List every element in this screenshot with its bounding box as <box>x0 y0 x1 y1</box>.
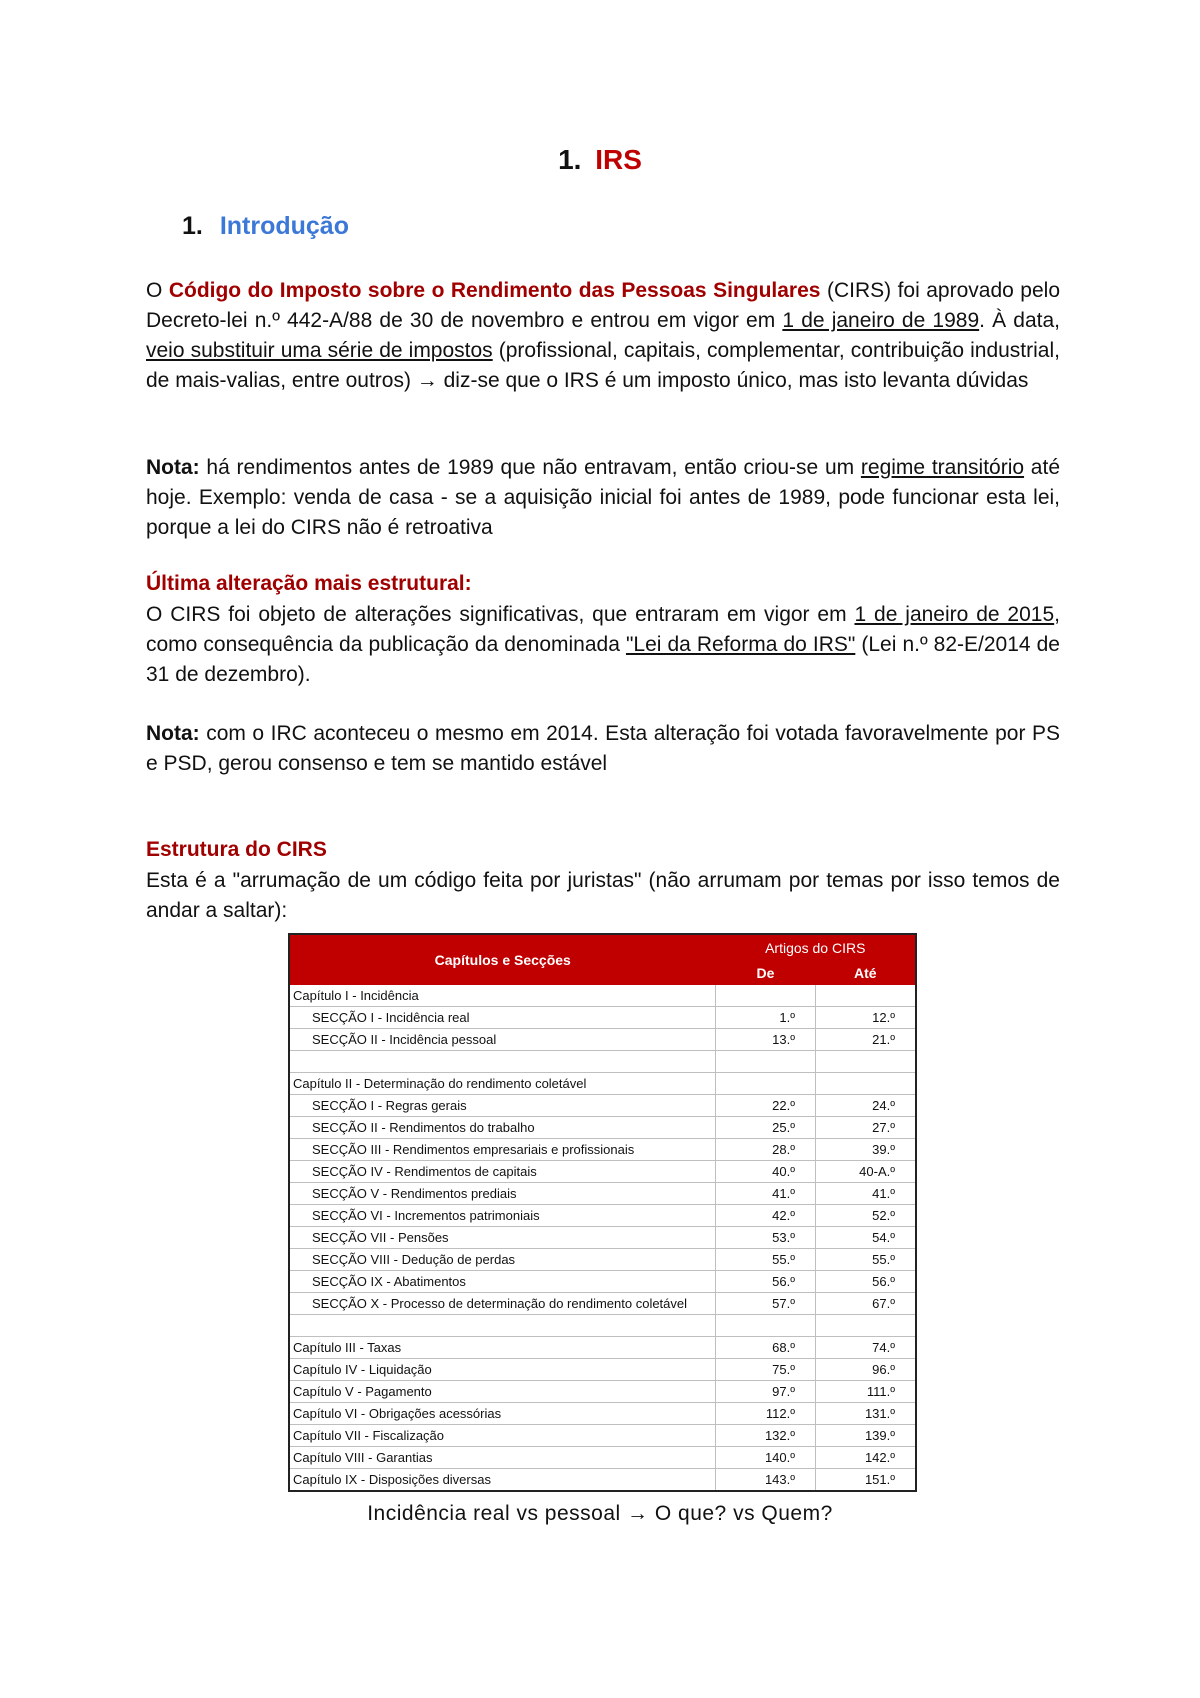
row-ate <box>816 1073 917 1095</box>
row-de: 56.º <box>716 1271 816 1293</box>
row-de: 143.º <box>716 1469 816 1492</box>
table-row <box>289 1161 916 1183</box>
row-de: 140.º <box>716 1447 816 1469</box>
nota-label: Nota: <box>146 456 200 479</box>
row-de: 68.º <box>716 1337 816 1359</box>
row-label: Capítulo III - Taxas <box>289 1337 716 1359</box>
table-row <box>289 1381 916 1403</box>
section-heading <box>182 212 349 241</box>
row-ate: 27.º <box>816 1117 917 1139</box>
row-ate <box>816 1315 917 1337</box>
row-de: 75.º <box>716 1359 816 1381</box>
table-row <box>289 1117 916 1139</box>
row-ate: 139.º <box>816 1425 917 1447</box>
table-row <box>289 1271 916 1293</box>
regime-transitorio-text: regime transitório <box>860 456 1025 479</box>
ultima-alteracao-heading: Última alteração mais estrutural: <box>146 572 472 595</box>
table-row <box>289 1249 916 1271</box>
row-ate: 111.º <box>816 1381 917 1403</box>
row-de: 40.º <box>716 1161 816 1183</box>
table-row <box>289 1293 916 1315</box>
table-row <box>289 1183 916 1205</box>
row-ate: 74.º <box>816 1337 917 1359</box>
row-ate: 54.º <box>816 1227 917 1249</box>
cirs-structure-table-wrapper <box>288 933 917 1492</box>
row-label: Capítulo VII - Fiscalização <box>289 1425 716 1447</box>
row-ate: 12.º <box>816 1007 917 1029</box>
section-text: Introdução <box>219 212 349 240</box>
ultima-alteracao-paragraph: O CIRS foi objeto de alterações significativas, que entraram em vigor em 1 de janeiro de 2015, como consequência da publicação da denominada "Lei da Reforma do IRS" (Lei n.º 82-E/2014 de 31 de dezembro). <box>146 603 1060 686</box>
row-ate: 96.º <box>816 1359 917 1381</box>
row-label: SECÇÃO VI - Incrementos patrimoniais <box>289 1205 716 1227</box>
row-de: 41.º <box>716 1183 816 1205</box>
row-de: 28.º <box>716 1139 816 1161</box>
row-label: SECÇÃO II - Rendimentos do trabalho <box>289 1117 716 1139</box>
row-de <box>716 1315 816 1337</box>
row-ate <box>816 985 917 1007</box>
title-number: 1. <box>558 144 582 175</box>
table-row <box>289 1095 916 1117</box>
row-label: SECÇÃO I - Regras gerais <box>289 1095 716 1117</box>
intro-paragraph: O Código do Imposto sobre o Rendimento das Pessoas Singulares (CIRS) foi aprovado pelo Decreto-lei n.º 442-A/88 de 30 de novembro e entrou em vigor em 1 de janeiro de 1989. À data, veio substituir uma série de impostos (profissional, capitais, complementar, contribuição industrial, de mais-valias, entre outros) → diz-se que o IRS é um imposto único, mas isto levanta dúvidas <box>146 279 1061 392</box>
row-de: 22.º <box>716 1095 816 1117</box>
row-de: 13.º <box>716 1029 816 1051</box>
row-ate: 52.º <box>816 1205 917 1227</box>
row-de: 112.º <box>716 1403 816 1425</box>
row-label <box>289 1315 716 1337</box>
table-row <box>289 985 916 1007</box>
row-de: 57.º <box>716 1293 816 1315</box>
table-row <box>289 1337 916 1359</box>
estrutura-heading: Estrutura do CIRS <box>146 838 327 861</box>
row-ate: 41.º <box>816 1183 917 1205</box>
row-ate <box>816 1051 917 1073</box>
table-row <box>289 1425 916 1447</box>
row-label: Capítulo II - Determinação do rendimento coletável <box>289 1073 716 1095</box>
cirs-structure-table <box>288 933 917 1492</box>
header-ate: Até <box>816 961 917 985</box>
row-ate: 24.º <box>816 1095 917 1117</box>
header-articles: Artigos do CIRS <box>716 934 917 961</box>
row-ate: 56.º <box>816 1271 917 1293</box>
nota-paragraph-2: Nota: com o IRC aconteceu o mesmo em 2014. Esta alteração foi votada favoravelmente por PS e PSD, gerou consenso e tem se mantido estável <box>146 722 1060 775</box>
header-chapters: Capítulos e Secções <box>289 934 716 985</box>
row-de <box>716 1073 816 1095</box>
row-de: 132.º <box>716 1425 816 1447</box>
table-row <box>289 1029 916 1051</box>
row-ate: 131.º <box>816 1403 917 1425</box>
date-link-2015: 1 de janeiro de 2015 <box>854 603 1055 626</box>
row-label: Capítulo I - Incidência <box>289 985 716 1007</box>
lei-reforma-text: "Lei da Reforma do IRS" <box>625 633 856 656</box>
table-row <box>289 1447 916 1469</box>
row-label: SECÇÃO V - Rendimentos prediais <box>289 1183 716 1205</box>
substituted-taxes-text: veio substituir uma série de impostos <box>146 339 493 362</box>
row-label: Capítulo VI - Obrigações acessórias <box>289 1403 716 1425</box>
table-row <box>289 1205 916 1227</box>
date-link-1989: 1 de janeiro de 1989 <box>782 309 980 332</box>
row-ate: 67.º <box>816 1293 917 1315</box>
row-label: SECÇÃO IV - Rendimentos de capitais <box>289 1161 716 1183</box>
row-de <box>716 985 816 1007</box>
title-text: IRS <box>595 144 642 175</box>
row-label: SECÇÃO VIII - Dedução de perdas <box>289 1249 716 1271</box>
table-row <box>289 1007 916 1029</box>
row-label: Capítulo V - Pagamento <box>289 1381 716 1403</box>
section-number: 1. <box>182 212 203 240</box>
row-label: Capítulo IX - Disposições diversas <box>289 1469 716 1492</box>
row-ate: 151.º <box>816 1469 917 1492</box>
row-label: SECÇÃO IX - Abatimentos <box>289 1271 716 1293</box>
row-ate: 40-A.º <box>816 1161 917 1183</box>
row-label: Capítulo IV - Liquidação <box>289 1359 716 1381</box>
table-row <box>289 1403 916 1425</box>
row-ate: 55.º <box>816 1249 917 1271</box>
row-label: SECÇÃO X - Processo de determinação do rendimento coletável <box>289 1293 716 1315</box>
row-de: 97.º <box>716 1381 816 1403</box>
table-row <box>289 1227 916 1249</box>
row-de: 1.º <box>716 1007 816 1029</box>
header-de: De <box>716 961 816 985</box>
table-row <box>289 1139 916 1161</box>
page-title <box>0 144 1200 176</box>
row-de: 42.º <box>716 1205 816 1227</box>
row-de: 55.º <box>716 1249 816 1271</box>
row-de: 53.º <box>716 1227 816 1249</box>
row-de: 25.º <box>716 1117 816 1139</box>
nota-label: Nota: <box>146 722 200 745</box>
row-label: SECÇÃO III - Rendimentos empresariais e profissionais <box>289 1139 716 1161</box>
table-row <box>289 1051 916 1073</box>
row-label: Capítulo VIII - Garantias <box>289 1447 716 1469</box>
table-row <box>289 1359 916 1381</box>
nota-paragraph-1: Nota: há rendimentos antes de 1989 que não entravam, então criou-se um regime transitório até hoje. Exemplo: venda de casa - se a aquisição inicial foi antes de 1989, pode funcionar esta lei, porque a lei do CIRS não é retroativa <box>146 456 1061 539</box>
row-label <box>289 1051 716 1073</box>
row-label: SECÇÃO VII - Pensões <box>289 1227 716 1249</box>
row-label: SECÇÃO II - Incidência pessoal <box>289 1029 716 1051</box>
row-ate: 21.º <box>816 1029 917 1051</box>
table-row <box>289 1469 916 1492</box>
row-ate: 39.º <box>816 1139 917 1161</box>
cirs-full-name: Código do Imposto sobre o Rendimento das Pessoas Singulares <box>168 279 821 302</box>
table-row <box>289 1315 916 1337</box>
row-de <box>716 1051 816 1073</box>
table-body <box>289 985 916 1491</box>
row-ate: 142.º <box>816 1447 917 1469</box>
row-label: SECÇÃO I - Incidência real <box>289 1007 716 1029</box>
estrutura-paragraph: Esta é a "arrumação de um código feita por juristas" (não arrumam por temas por isso temos de andar a saltar): <box>146 869 1060 922</box>
table-row <box>289 1073 916 1095</box>
table-caption: Incidência real vs pessoal → O que? vs Quem? <box>367 1502 833 1525</box>
